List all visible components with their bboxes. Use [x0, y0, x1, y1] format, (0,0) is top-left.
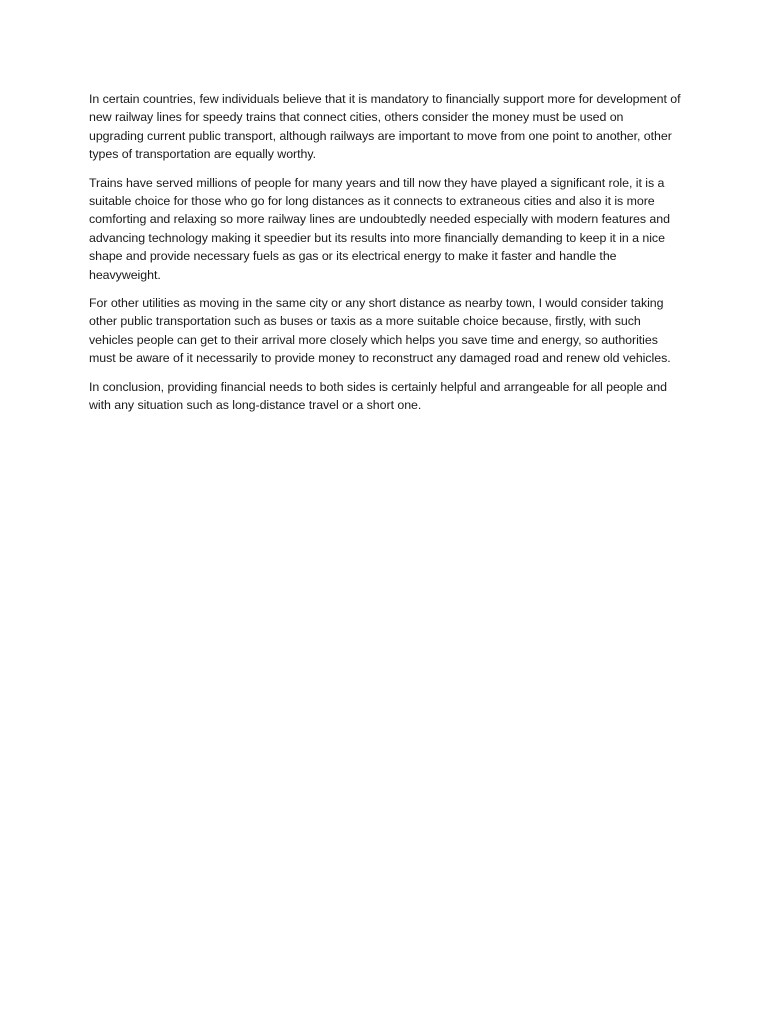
paragraph-trains: Trains have served millions of people for many years and till now they have played a significant role, it is a suitable choice for those who go for long distances as it connects to extraneous cities and also it is more comforting and relaxing so more railway lines are undoubtedly needed especially with modern features and advancing technology making it speedier but its results into more financially demanding to keep it in a nice shape and provide necessary fuels as gas or its electrical energy to make it faster and handle the heavyweight. [89, 175, 670, 282]
paragraph-other-transport: For other utilities as moving in the same city or any short distance as nearby town, I would consider taking other public transportation such as buses or taxis as a more suitable choice because, firstly, with such vehicles people can get to their arrival more closely which helps you save time and energy, so authorities must be aware of it necessarily to provide money to reconstruct any damaged road and renew old vehicles. [89, 296, 671, 366]
paragraph-intro: In certain countries, few individuals believe that it is mandatory to financially support more for development of new railway lines for speedy trains that connect cities, others consider the money must be used on upgrading current public transport, although railways are important to move from one point to another, other types of transportation are equally worthy. [89, 92, 681, 162]
document-body [89, 90, 681, 425]
paragraph-conclusion: In conclusion, providing financial needs to both sides is certainly helpful and arrangeable for all people and with any situation such as long-distance travel or a short one. [89, 379, 667, 413]
